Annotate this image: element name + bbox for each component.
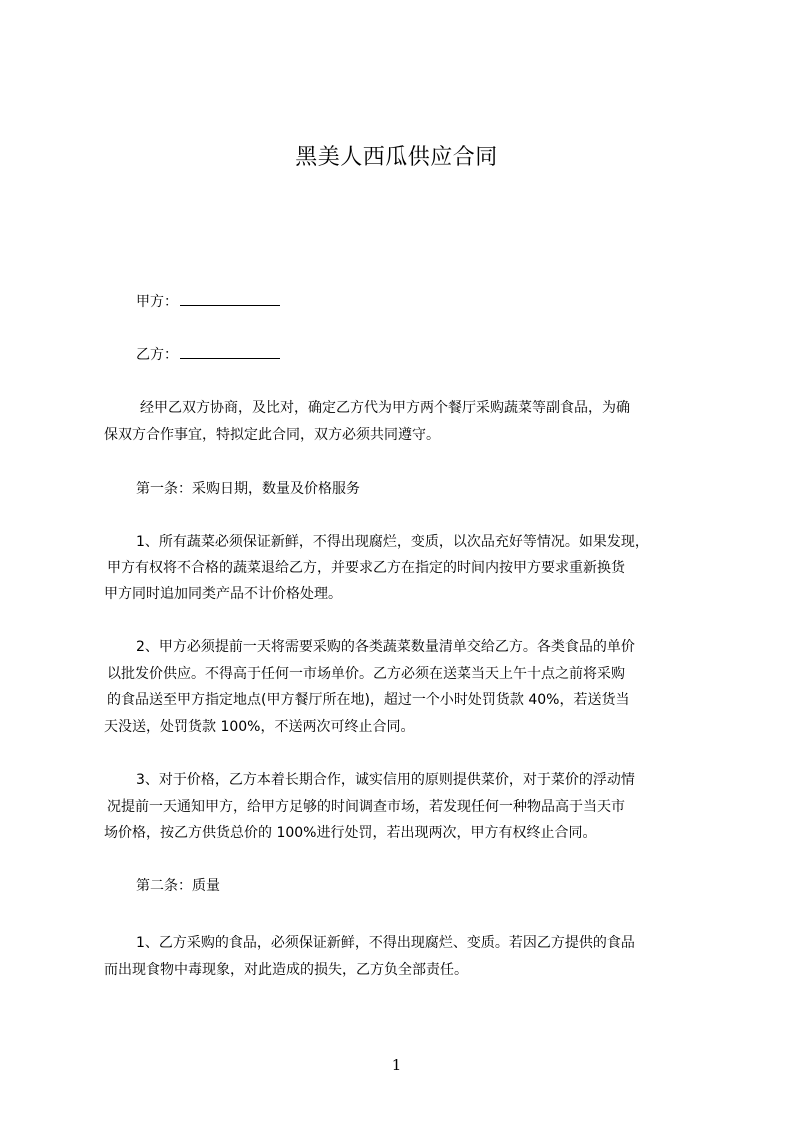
- article1-p2-line: 以批发价供应。不得高于任何一市场单价。乙方必须在送菜当天上午十点之前将采购: [107, 666, 625, 682]
- intro-line: 保双方合作事宜，特拟定此合同，双方必须共同遵守。: [104, 427, 440, 443]
- page-number: 1: [391, 1056, 402, 1074]
- party-b-blank: [180, 344, 280, 359]
- intro-line: 经甲乙双方协商，及比对，确定乙方代为甲方两个餐厅采购蔬菜等副食品，为确: [140, 400, 630, 416]
- article1-p1-line: 甲方有权将不合格的蔬菜退给乙方，并要求乙方在指定的时间内按甲方要求重新换货: [107, 560, 625, 576]
- contract-title: 黑美人西瓜供应合同: [295, 145, 498, 170]
- article2-heading: 第二条：质量: [136, 878, 220, 894]
- article1-p3-line: 况提前一天通知甲方，给甲方足够的时间调查市场，若发现任何一种物品高于当天市: [107, 799, 625, 815]
- article1-p2-line: 2、甲方必须提前一天将需要采购的各类蔬菜数量清单交给乙方。各类食品的单价: [136, 639, 635, 655]
- article1-p1-line: 甲方同时追加同类产品不计价格处理。: [104, 586, 342, 602]
- article1-heading: 第一条：采购日期，数量及价格服务: [136, 481, 360, 497]
- article2-p1-line: 而出现食物中毒现象，对此造成的损失，乙方负全部责任。: [104, 962, 468, 978]
- party-a-line: [136, 291, 280, 312]
- article1-p3-line: 场价格，按乙方供货总价的 100%进行处罚，若出现两次，甲方有权终止合同。: [104, 825, 597, 841]
- article1-p2-line: 的食品送至甲方指定地点(甲方餐厅所在地)，超过一个小时处罚货款 40%，若送货当: [107, 692, 630, 708]
- article1-p2-line: 天没送，处罚货款 100%，不送两次可终止合同。: [104, 719, 415, 735]
- party-a-blank: [180, 291, 280, 306]
- article2-p1-line: 1、乙方采购的食品，必须保证新鲜，不得出现腐烂、变质。若因乙方提供的食品: [136, 935, 635, 951]
- party-b-line: [136, 344, 280, 365]
- article1-p1-line: 1、所有蔬菜必须保证新鲜，不得出现腐烂，变质，以次品充好等情况。如果发现，: [136, 534, 649, 550]
- article1-p3-line: 3、对于价格，乙方本着长期合作，诚实信用的原则提供菜价，对于菜价的浮动情: [136, 772, 635, 788]
- party-a-label: 甲方：: [136, 294, 178, 310]
- party-b-label: 乙方：: [136, 347, 178, 363]
